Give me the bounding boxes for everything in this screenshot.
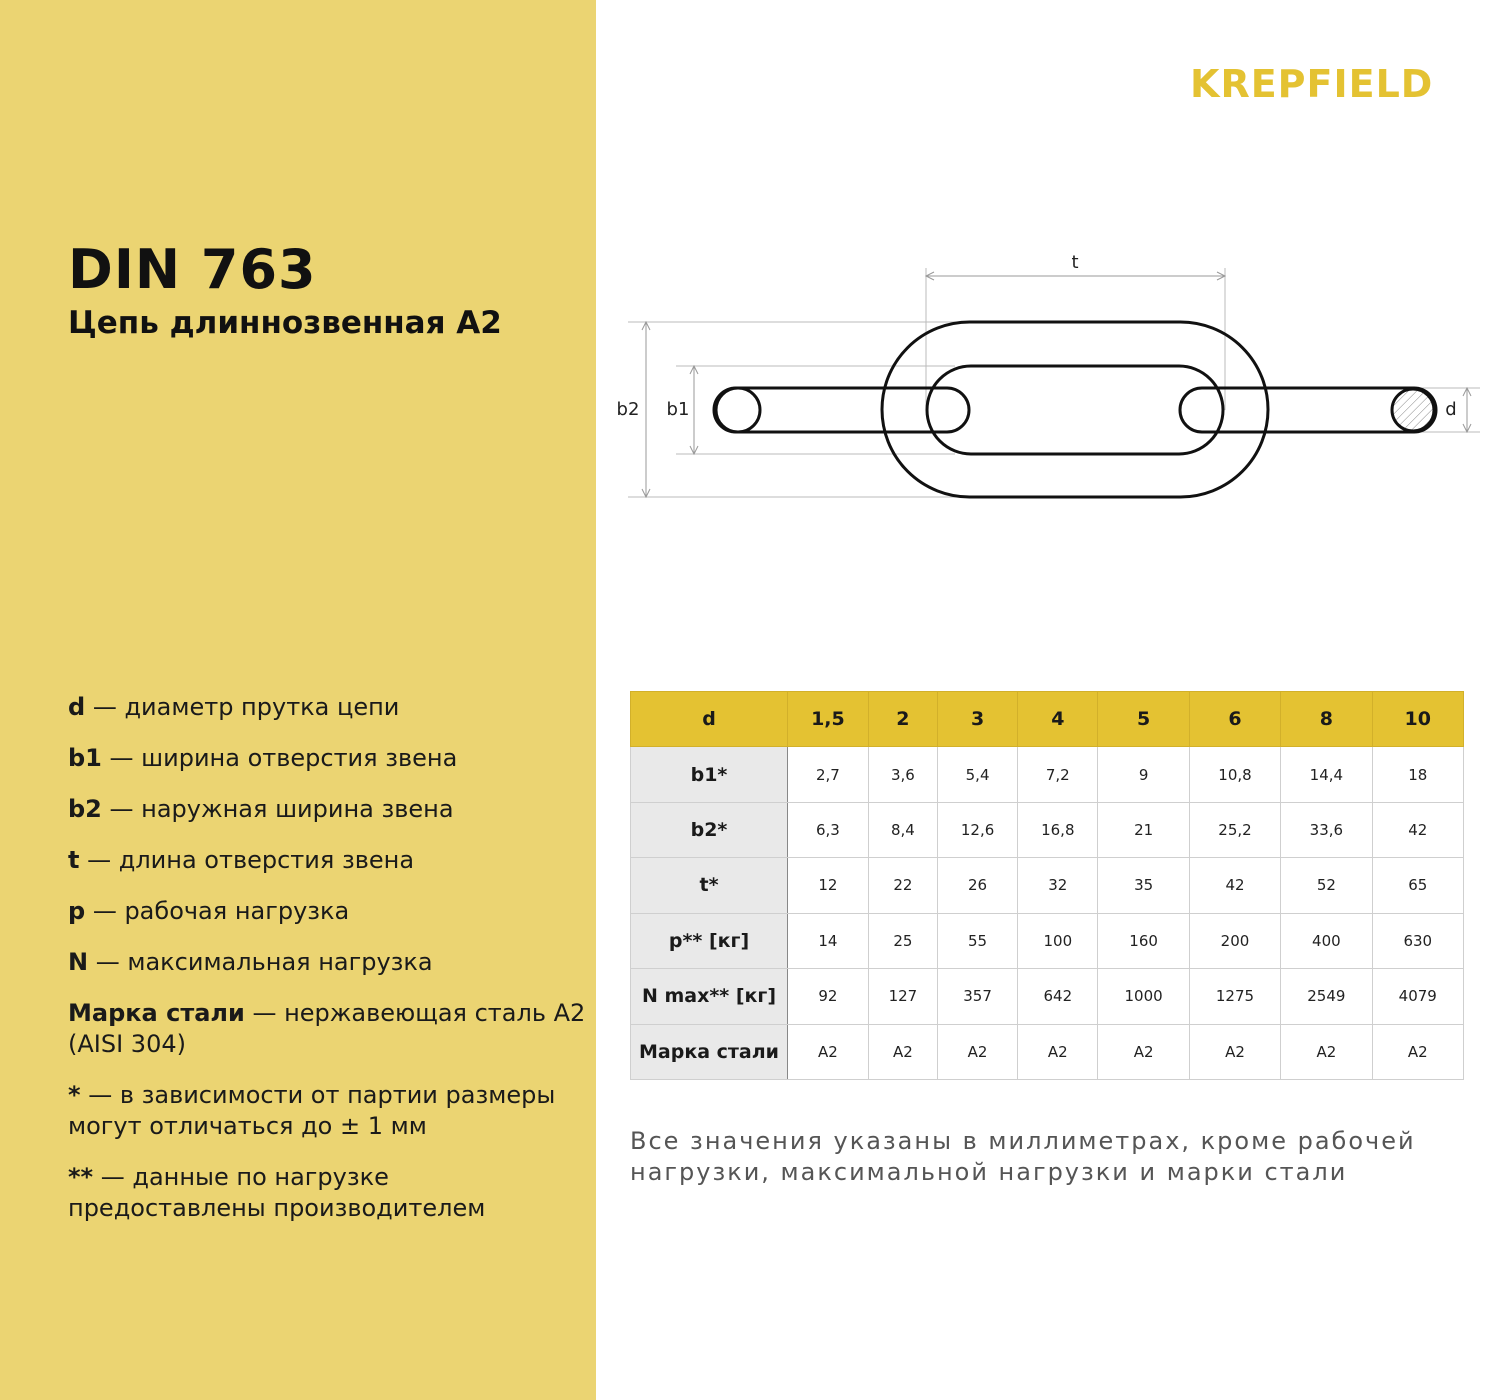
table-cell: 2549: [1281, 969, 1372, 1024]
row-header: N max** [кг]: [631, 969, 788, 1024]
legend-term: *: [68, 1081, 81, 1109]
table-cell: A2: [937, 1024, 1017, 1079]
table-cell: 92: [788, 969, 869, 1024]
table-cell: 18: [1372, 747, 1463, 802]
table-cell: 2,7: [788, 747, 869, 802]
legend-desc: — длина отверстия звена: [79, 846, 415, 874]
row-header: t*: [631, 858, 788, 913]
left-rod-section: [716, 388, 760, 432]
column-header: 8: [1281, 692, 1372, 747]
legend-desc: — ширина отверстия звена: [101, 744, 458, 772]
table-cell: A2: [788, 1024, 869, 1079]
legend-term: b1: [68, 744, 102, 772]
middle-link-outer: [882, 322, 1268, 497]
table-cell: 1000: [1098, 969, 1189, 1024]
table-cell: 35: [1098, 858, 1189, 913]
legend-term: p: [68, 897, 86, 925]
chain-links: [714, 322, 1436, 497]
column-header: 2: [868, 692, 937, 747]
units-note: Все значения указаны в миллиметрах, кроме рабочей нагрузки, максимальной нагрузки и марки стали: [630, 1127, 1416, 1186]
chain-diagram: [600, 240, 1480, 520]
column-header: 3: [937, 692, 1017, 747]
rod-cross-section: [1392, 389, 1434, 431]
legend-term: N: [68, 948, 89, 976]
left-info-panel: [0, 0, 596, 1400]
row-header: b1*: [631, 747, 788, 802]
spec-table: [630, 691, 1464, 1080]
table-cell: 357: [937, 969, 1017, 1024]
legend-term: **: [68, 1163, 94, 1191]
legend-desc: — наружная ширина звена: [101, 795, 454, 823]
legend-term: Марка стали: [68, 999, 245, 1027]
table-cell: 14,4: [1281, 747, 1372, 802]
legend-item: [68, 1080, 588, 1142]
legend-desc: — максимальная нагрузка: [88, 948, 433, 976]
column-header: 5: [1098, 692, 1189, 747]
table-cell: 16,8: [1018, 802, 1098, 857]
row-header: Марка стали: [631, 1024, 788, 1079]
table-cell: A2: [1018, 1024, 1098, 1079]
table-row: [631, 969, 1464, 1024]
table-cell: 32: [1018, 858, 1098, 913]
table-cell: 7,2: [1018, 747, 1098, 802]
table-cell: A2: [1372, 1024, 1463, 1079]
table-row: [631, 747, 1464, 802]
legend-item: [68, 743, 588, 774]
legend-desc: — в зависимости от партии размеры могут отличаться до ± 1 мм: [68, 1081, 556, 1140]
table-cell: 642: [1018, 969, 1098, 1024]
table-cell: 630: [1372, 913, 1463, 968]
table-cell: 12: [788, 858, 869, 913]
table-cell: 25: [868, 913, 937, 968]
table-cell: 65: [1372, 858, 1463, 913]
legend-list: [68, 692, 588, 1244]
table-cell: 14: [788, 913, 869, 968]
table-row: [631, 1024, 1464, 1079]
table-cell: 55: [937, 913, 1017, 968]
table-cell: 25,2: [1189, 802, 1280, 857]
table-cell: 42: [1372, 802, 1463, 857]
table-cell: 100: [1018, 913, 1098, 968]
table-header-row: [631, 692, 1464, 747]
table-cell: 160: [1098, 913, 1189, 968]
row-header: b2*: [631, 802, 788, 857]
row-header: p** [кг]: [631, 913, 788, 968]
legend-item: [68, 845, 588, 876]
page-title: DIN 763: [68, 238, 317, 301]
label-d: d: [1445, 399, 1457, 420]
legend-item: [68, 947, 588, 978]
legend-item: [68, 896, 588, 927]
label-b2: b2: [616, 399, 640, 420]
row-header-d: d: [631, 692, 788, 747]
table-cell: 6,3: [788, 802, 869, 857]
dimension-guides: [628, 268, 1480, 497]
brand-logo: KREPFIELD: [1190, 62, 1434, 106]
table-cell: 127: [868, 969, 937, 1024]
legend-item: [68, 1162, 588, 1224]
table-cell: A2: [868, 1024, 937, 1079]
legend-desc: — рабочая нагрузка: [85, 897, 350, 925]
table-cell: 33,6: [1281, 802, 1372, 857]
page-subtitle: Цепь длиннозвенная А2: [68, 305, 502, 341]
table-cell: 52: [1281, 858, 1372, 913]
legend-item: [68, 692, 588, 723]
table-cell: 5,4: [937, 747, 1017, 802]
table-cell: 42: [1189, 858, 1280, 913]
column-header: 4: [1018, 692, 1098, 747]
legend-desc: — нержавеющая сталь А2 (AISI 304): [68, 999, 586, 1058]
legend-desc: — диаметр прутка цепи: [85, 693, 400, 721]
legend-desc: — данные по нагрузке предоставлены производителем: [68, 1163, 486, 1222]
legend-item: [68, 794, 588, 825]
table-row: [631, 802, 1464, 857]
table-cell: 9: [1098, 747, 1189, 802]
table-cell: 21: [1098, 802, 1189, 857]
table-cell: 3,6: [868, 747, 937, 802]
dimension-arrows: [642, 272, 1471, 497]
legend-term: b2: [68, 795, 102, 823]
table-cell: A2: [1189, 1024, 1280, 1079]
legend-term: d: [68, 693, 86, 721]
table-cell: 1275: [1189, 969, 1280, 1024]
table-cell: A2: [1281, 1024, 1372, 1079]
column-header: 6: [1189, 692, 1280, 747]
table-row: [631, 913, 1464, 968]
table-cell: 4079: [1372, 969, 1463, 1024]
label-t: t: [1071, 252, 1079, 273]
table-cell: 8,4: [868, 802, 937, 857]
table-cell: 400: [1281, 913, 1372, 968]
table-cell: 26: [937, 858, 1017, 913]
table-cell: 200: [1189, 913, 1280, 968]
column-header: 10: [1372, 692, 1463, 747]
table-cell: 12,6: [937, 802, 1017, 857]
column-header: 1,5: [788, 692, 869, 747]
legend-term: t: [68, 846, 80, 874]
table-cell: A2: [1098, 1024, 1189, 1079]
table-row: [631, 858, 1464, 913]
legend-item: [68, 998, 588, 1060]
table-cell: 10,8: [1189, 747, 1280, 802]
label-b1: b1: [666, 399, 690, 420]
table-cell: 22: [868, 858, 937, 913]
